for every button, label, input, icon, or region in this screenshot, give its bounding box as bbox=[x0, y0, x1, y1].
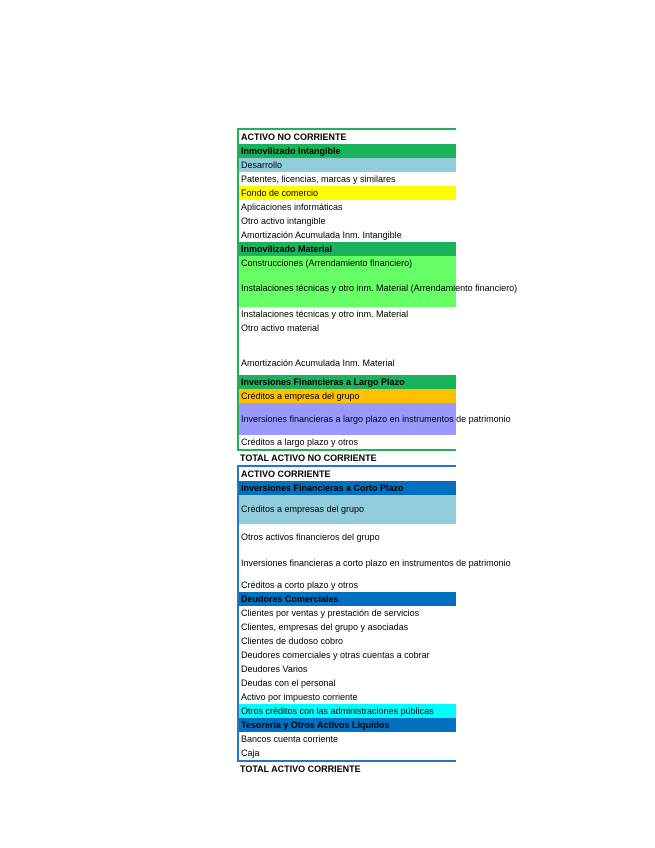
row-construcciones-arrendamiento: Construcciones (Arrendamiento financiero) bbox=[239, 256, 456, 270]
row-aplicaciones-informaticas: Aplicaciones informáticas bbox=[239, 200, 456, 214]
row-fondo-comercio: Fondo de comercio bbox=[239, 186, 456, 200]
row-desarrollo: Desarrollo bbox=[239, 158, 456, 172]
row-inversiones-patrimonio-lp: Inversiones financieras a largo plazo en instrumentos de patrimonio bbox=[239, 403, 456, 435]
row-otro-activo-intangible: Otro activo intangible bbox=[239, 214, 456, 228]
current-header: ACTIVO CORRIENTE bbox=[239, 467, 456, 481]
row-clientes-grupo: Clientes, empresas del grupo y asociadas bbox=[239, 620, 456, 634]
row-clientes-ventas: Clientes por ventas y prestación de servicios bbox=[239, 606, 456, 620]
row-deudores-varios: Deudores Varios bbox=[239, 662, 456, 676]
row-otro-activo-material: Otro activo material bbox=[239, 321, 456, 335]
row-caja: Caja bbox=[239, 746, 456, 760]
row-tesoreria: Tesorería y Otros Activos Líquidos bbox=[239, 718, 456, 732]
current-assets-block bbox=[237, 465, 511, 762]
non-current-header: ACTIVO NO CORRIENTE bbox=[239, 130, 456, 144]
row-inversiones-patrimonio-cp: Inversiones financieras a corto plazo en instrumentos de patrimonio bbox=[239, 544, 456, 570]
row-creditos-empresa-grupo: Créditos a empresa del grupo bbox=[239, 389, 456, 403]
row-inversiones-corto-plazo: Inversiones Financieras a Corto Plazo bbox=[239, 481, 456, 495]
total-non-current-assets: TOTAL ACTIVO NO CORRIENTE bbox=[240, 452, 377, 463]
row-creditos-corto-plazo: Créditos a corto plazo y otros bbox=[239, 570, 456, 592]
row-amortizacion-material: Amortización Acumulada Inm. Material bbox=[239, 335, 456, 370]
row-creditos-empresas-grupo: Créditos a empresas del grupo bbox=[239, 495, 456, 524]
row-instalaciones-arrendamiento: Instalaciones técnicas y otro inm. Material (Arrendamiento financiero) bbox=[239, 270, 456, 307]
row-activo-impuesto: Activo por impuesto corriente bbox=[239, 690, 456, 704]
row-amortizacion-intangible: Amortización Acumulada Inm. Intangible bbox=[239, 228, 456, 242]
row-creditos-largo-plazo: Créditos a largo plazo y otros bbox=[239, 435, 456, 449]
row-patentes: Patentes, licencias, marcas y similares bbox=[239, 172, 456, 186]
row-inmovilizado-material: Inmovilizado Material bbox=[239, 242, 456, 256]
row-deudores-comerciales-cuentas: Deudores comerciales y otras cuentas a cobrar bbox=[239, 648, 456, 662]
row-clientes-dudoso-cobro: Clientes de dudoso cobro bbox=[239, 634, 456, 648]
row-deudas-personal: Deudas con el personal bbox=[239, 676, 456, 690]
row-inmovilizado-intangible: Inmovilizado Intangible bbox=[239, 144, 456, 158]
row-otros-creditos-administraciones: Otros créditos con las administraciones públicas bbox=[239, 704, 456, 718]
row-deudores-comerciales: Deudores Comerciales bbox=[239, 592, 456, 606]
total-current-assets: TOTAL ACTIVO CORRIENTE bbox=[240, 763, 361, 774]
row-bancos-cuenta-corriente: Bancos cuenta corriente bbox=[239, 732, 456, 746]
row-otros-activos-financieros: Otros activos financieros del grupo bbox=[239, 524, 456, 544]
non-current-assets-block bbox=[237, 128, 518, 451]
row-inversiones-largo-plazo: Inversiones Financieras a Largo Plazo bbox=[239, 375, 456, 389]
balance-sheet bbox=[237, 128, 518, 776]
row-instalaciones-tecnicas: Instalaciones técnicas y otro inm. Material bbox=[239, 307, 456, 321]
